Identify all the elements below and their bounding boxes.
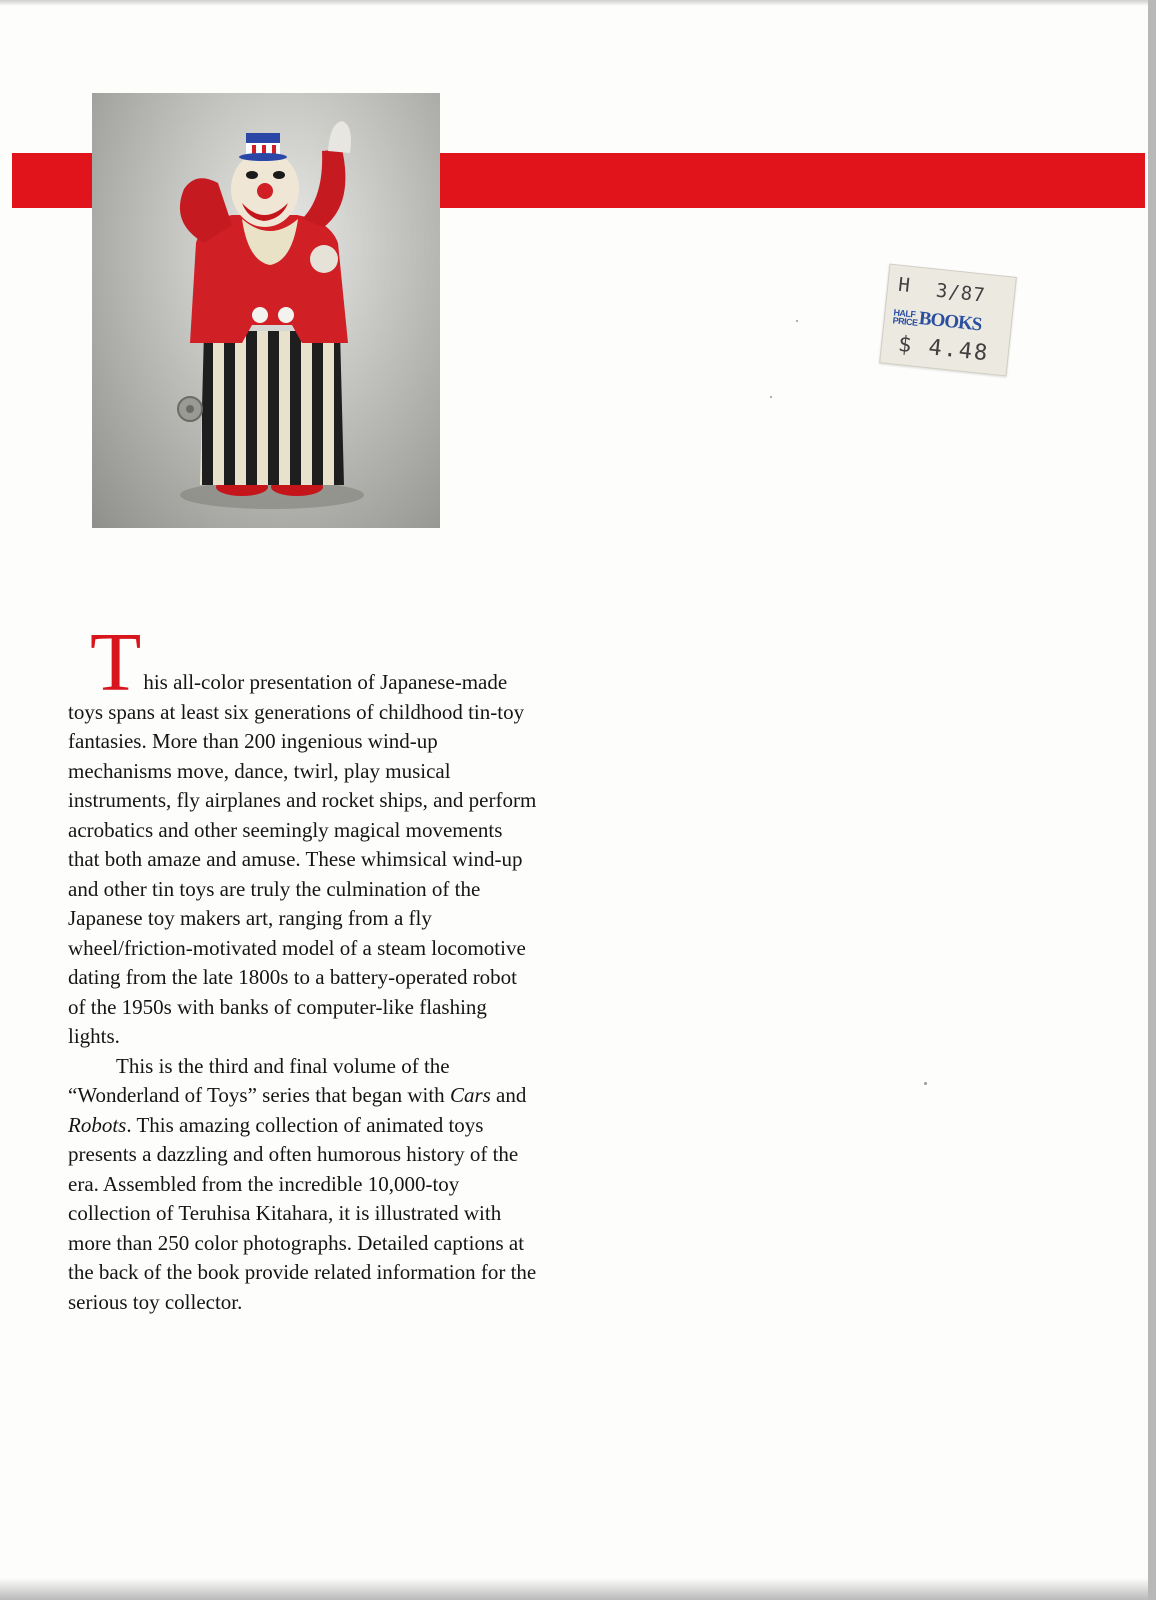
cover-bottom-edge: [0, 1578, 1148, 1600]
book-description: [68, 616, 538, 1317]
paragraph-2-and: and: [490, 1083, 527, 1107]
sticker-store-big: BOOKS: [917, 308, 983, 336]
dust-speck: [924, 1082, 927, 1085]
paragraph-2-text-a: This is the third and final volume of the “Wonderland of Toys” series that began with: [68, 1053, 450, 1107]
sticker-store-small: HALF PRICE: [892, 307, 919, 328]
title-cars: Cars: [449, 1083, 491, 1107]
dust-speck: [796, 320, 798, 322]
title-robots: Robots: [68, 1112, 127, 1137]
price-sticker: [879, 264, 1017, 377]
description-paragraph-2: [68, 1052, 538, 1318]
sticker-date: 3/87: [934, 279, 987, 307]
cover-top-edge: [0, 0, 1148, 6]
sticker-code: H: [897, 273, 912, 297]
sticker-price: $ 4.48: [896, 331, 991, 367]
wind-up-clown-toy-icon: [92, 93, 440, 528]
paragraph-2-text-b: . This amazing collection of animated toys presents a dazzling and often humorous history of the era. Assembled from the incredible 10,000-toy collection of Teruhisa Kitahara, it is illustrated with more than 250 color photographs. Detailed captions at the back of the book provide related information for the serious toy collector.: [68, 1112, 537, 1314]
dust-speck: [770, 396, 772, 398]
description-paragraph-1: his all-color presentation of Japanese-made toys spans at least six generations of childhood tin-toy fantasies. More than 200 ingenious wind-up mechanisms move, dance, twirl, play musical instruments, fly airplanes and rocket ships, and perform acrobatics and other seemingly magical movements that both amaze and amuse. These whimsical wind-up and other tin toys are truly the culmination of the Japanese toy makers art, ranging from a fly wheel/friction-motivated model of a steam locomotive dating from the late 1800s to a battery-operated robot of the 1950s with banks of computer-like flashing lights.: [68, 670, 537, 1048]
cover-photo: [92, 93, 440, 528]
drop-cap: T: [90, 616, 142, 709]
